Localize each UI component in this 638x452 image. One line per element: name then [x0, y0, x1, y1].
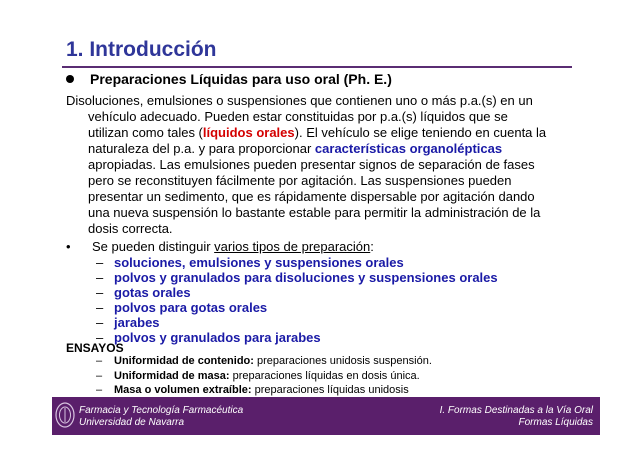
essay-label: Uniformidad de contenido: [114, 355, 254, 367]
list-item-text: polvos para gotas orales [114, 300, 268, 315]
dash-icon: – [96, 355, 103, 367]
university-seal-icon [55, 402, 75, 428]
description-paragraph [66, 93, 586, 237]
list-item-text: polvos y granulados para disoluciones y suspensiones orales [114, 270, 498, 285]
dash-icon: – [96, 370, 103, 382]
paragraph-line [66, 125, 586, 141]
list-item [96, 270, 498, 285]
paragraph-line: vehículo adecuado. Pueden estar constituidas por p.a.(s) líquidos que se [88, 109, 508, 124]
underlined-text: varios tipos de preparación [214, 239, 371, 254]
dash-icon: – [96, 255, 104, 270]
types-intro [66, 239, 374, 254]
dash-icon: – [96, 384, 103, 396]
paragraph-line: una nueva suspensión lo bastante estable para permitir la administración de la [88, 205, 541, 220]
list-item [96, 330, 498, 345]
paragraph-line: presentar un sedimento, que es rápidamente dispersable por agitación dando [88, 189, 535, 204]
essay-label: Masa o volumen extraíble: [114, 384, 252, 396]
list-item [96, 383, 409, 397]
text-span: utilizan como tales ( [88, 125, 203, 140]
types-list [96, 255, 498, 345]
footer-chapter: I. Formas Destinadas a la Vía Oral [439, 405, 593, 416]
essay-label: Uniformidad de masa: [114, 370, 230, 382]
essay-text: preparaciones unidosis suspensión. [253, 355, 432, 367]
essays-list [96, 354, 432, 384]
footer-left [79, 405, 243, 429]
footer-university: Universidad de Navarra [79, 417, 185, 428]
list-item-text: jarabes [114, 315, 160, 330]
dash-icon: – [96, 330, 104, 345]
paragraph-line [66, 141, 586, 157]
footer-right [440, 405, 593, 429]
list-item [96, 300, 498, 315]
list-item [96, 369, 432, 384]
title-divider [62, 66, 572, 68]
dash-icon: – [96, 300, 104, 315]
list-item-text: gotas orales [114, 285, 191, 300]
dash-icon: – [96, 270, 104, 285]
text-span: naturaleza del p.a. y para proporcionar [88, 141, 315, 156]
footer-department: Farmacia y Tecnología Farmacéutica [79, 405, 244, 416]
ensayos-heading: ENSAYOS [66, 341, 124, 355]
text-span: : [370, 239, 374, 254]
bullet-icon: • [66, 239, 71, 254]
bullet-icon [66, 75, 74, 83]
paragraph-line: dosis correcta. [88, 221, 173, 236]
dash-icon: – [96, 285, 104, 300]
footer-section: Formas Líquidas [518, 417, 593, 428]
section-heading [66, 71, 392, 87]
essays-list-continued [96, 383, 409, 397]
dash-icon: – [96, 315, 104, 330]
text-span: ). El vehículo se elige teniendo en cuenta la [294, 125, 547, 140]
footer-bar [52, 397, 600, 435]
list-item [96, 285, 498, 300]
text-span: Se pueden distinguir [92, 239, 215, 254]
liquidos-orales-highlight: líquidos orales [202, 125, 295, 140]
overflow-clip [0, 383, 638, 397]
paragraph-line: apropiadas. Las emulsiones pueden presentar signos de separación de fases [88, 157, 535, 172]
paragraph-line: pero se reconstituyen fácilmente por agitación. Las suspensiones pueden [88, 173, 512, 188]
list-item [96, 255, 498, 270]
list-item-text: polvos y granulados para jarabes [114, 330, 321, 345]
list-item [96, 315, 498, 330]
essay-text: preparaciones líquidas en dosis única. [229, 370, 420, 382]
paragraph-line: Disoluciones, emulsiones o suspensiones que contienen uno o más p.a.(s) en un [66, 93, 533, 108]
list-item-text: soluciones, emulsiones y suspensiones orales [114, 255, 404, 270]
essay-text: preparaciones líquidas unidosis [251, 384, 409, 396]
heading-text: Preparaciones Líquidas para uso oral (Ph. E.) [90, 71, 392, 87]
caracteristicas-highlight: características organolépticas [314, 141, 503, 156]
page-title: 1. Introducción [66, 38, 217, 61]
list-item [96, 354, 432, 369]
